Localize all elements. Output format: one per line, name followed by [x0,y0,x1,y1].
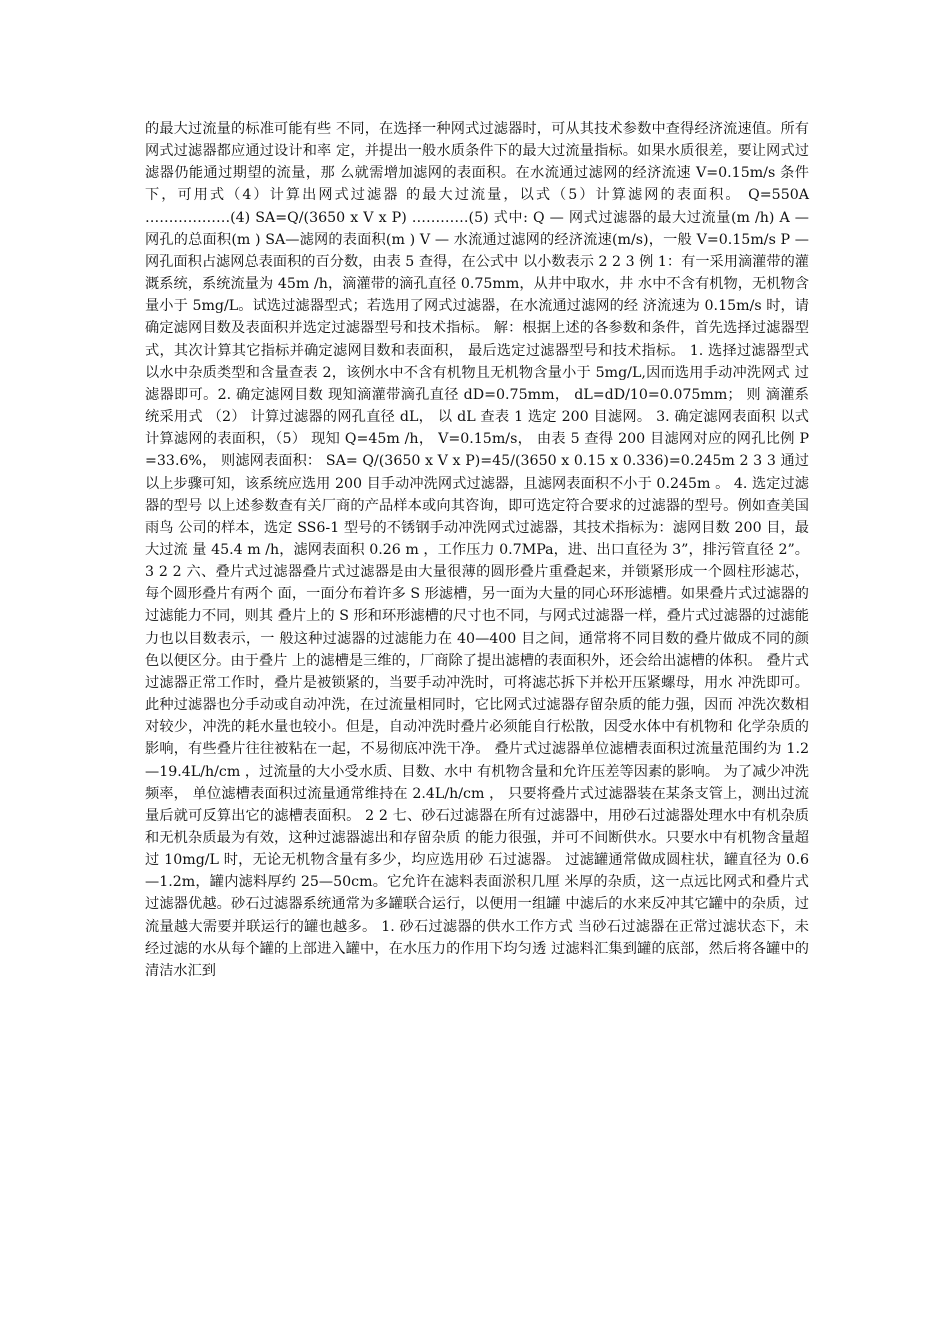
body-paragraph: 的最大过流量的标准可能有些 不同，在选择一种网式过滤器时，可从其技术参数中查得经济流速值。所有网式过滤器都应通过设计和率 定，并提出一般水质条件下的最大过流量指标。如果水质很差，要让网式过滤器仍能通过期望的流量，那 么就需增加滤网的表面积。在水流通过滤网的经济流速 V=0.15m/s 条件下，可用式（4）计算出网式过滤器 的最大过流量，以式（5）计算滤网的表面积。 Q=550A ………………(4) SA=Q/(3650 x V x P) …………(5) 式中: Q — 网式过滤器的最大过流量(m /h) A — 网孔的总面积(m ) SA—滤网的表面积(m ) V — 水流通过滤网的经济流速(m/s)，一般 V=0.15m/s P — 网孔面积占滤网总表面积的百分数，由表 5 查得，在公式中 以小数表示 2 2 3 例 1：有一采用滴灌带的灌溉系统，系统流量为 45m /h，滴灌带的滴孔直径 0.75mm，从井中取水，井 水中不含有机物，无机物含量小于 5mg/L。试选过滤器型式；若选用了网式过滤器，在水流通过滤网的经 济流速为 0.15m/s 时，请确定滤网目数及表面积并选定过滤器型号和技术指标。 解：根据上述的各参数和条件，首先选择过滤器型式，其次计算其它指标并确定滤网目数和表面积， 最后选定过滤器型号和技术指标。 1. 选择过滤器型式 以水中杂质类型和含量查表 2，该例水中不含有机物且无机物含量小于 5mg/L,因而选用手动冲洗网式 过滤器即可。2. 确定滤网目数 现知滴灌带滴孔直径 dD=0.75mm， dL=dD/10=0.075mm； 则 滴灌系统采用式 （2） 计算过滤器的网孔直径 dL， 以 dL 查表 1 选定 200 目滤网。 3. 确定滤网表面积 以式 计算滤网的表面积，（5） 现知 Q=45m /h， V=0.15m/s， 由表 5 查得 200 目滤网对应的网孔比例 P=33.6%， 则滤网表面积： SA= Q/(3650 x V x P)=45/(3650 x 0.15 x 0.336)=0.245m 2 3 3 通过以上步骤可知，该系统应选用 200 目手动冲洗网式过滤器，且滤网表面积不小于 0.245m 。 4. 选定过滤器的型号 以上述参数查有关厂商的产品样本或向其咨询，即可选定符合要求的过滤器的型号。例如查美国雨鸟 公司的样本，选定 SS6-1 型号的不锈钢手动冲洗网式过滤器，其技术指标为：滤网目数 200 目，最大过流 量 45.4 m /h，滤网表面积 0.26 m ，工作压力 0.7MPa，进、出口直径为 3”，排污管直径 2”。 3 2 2 六、叠片式过滤器叠片式过滤器是由大量很薄的圆形叠片重叠起来，并锁紧形成一个圆柱形滤芯，每个圆形叠片有两个 面，一面分布着许多 S 形滤槽，另一面为大量的同心环形滤槽。如果叠片式过滤器的过滤能力不同，则其 叠片上的 S 形和环形滤槽的尺寸也不同，与网式过滤器一样，叠片式过滤器的过滤能力也以目数表示，一 般这种过滤器的过滤能力在 40—400 目之间，通常将不同目数的叠片做成不同的颜色以便区分。由于叠片 上的滤槽是三维的，厂商除了提出滤槽的表面积外，还会给出滤槽的体积。 叠片式过滤器正常工作时，叠片是被锁紧的，当要手动冲洗时，可将滤芯拆下并松开压紧螺母，用水 冲洗即可。此种过滤器也分手动或自动冲洗，在过流量相同时，它比网式过滤器存留杂质的能力强，因而 冲洗次数相对较少，冲洗的耗水量也较小。但是，自动冲洗时叠片必须能自行松散，因受水体中有机物和 化学杂质的影响，有些叠片往往被粘在一起，不易彻底冲洗干净。 叠片式过滤器单位滤槽表面积过流量范围约为 1.2—19.4L/h/cm ，过流量的大小受水质、目数、水中 有机物含量和允许压差等因素的影响。 为了减少冲洗频率， 单位滤槽表面积过流量通常维持在 2.4L/h/cm ， 只要将叠片式过滤器装在某条支管上，测出过流量后就可反算出它的滤槽表面积。 2 2 七、砂石过滤器在所有过滤器中，用砂石过滤器处理水中有机杂质和无机杂质最为有效，这种过滤器滤出和存留杂质 的能力很强，并可不间断供水。只要水中有机物含量超过 10mg/L 时，无论无机物含量有多少，均应选用砂 石过滤器。 过滤罐通常做成圆柱状，罐直径为 0.6—1.2m，罐内滤料厚约 25—50cm。它允许在滤料表面淤积几厘 米厚的杂质，这一点远比网式和叠片式过滤器优越。砂石过滤器系统通常为多罐联合运行，以便用一组罐 中滤后的水来反冲其它罐中的杂质，过流量越大需要并联运行的罐也越多。 1. 砂石过滤器的供水工作方式 当砂石过滤器在正常过滤状态下，未经过滤的水从每个罐的上部进入罐中，在水压力的作用下均匀透 过滤料汇集到罐的底部，然后将各罐中的清洁水汇到 [145,121,809,979]
